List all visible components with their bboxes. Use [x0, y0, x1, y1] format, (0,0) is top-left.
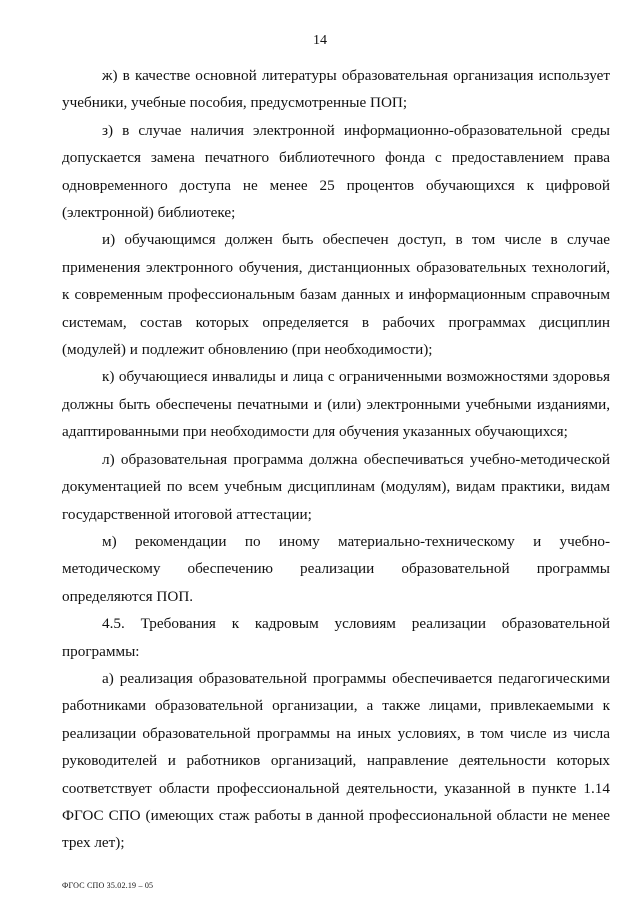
- paragraph-z: з) в случае наличия электронной информационно-образовательной среды допускается замена печатного библиотечного фонда с предоставлением права одновременного доступа не менее 25 процентов обучающихся к цифровой (электронной) библиотеке;: [62, 121, 610, 222]
- paragraph-l: л) образовательная программа должна обеспечиваться учебно-методической документацией по всем учебным дисциплинам (модулям), видам практики, видам государственной итоговой аттестации;: [62, 450, 610, 523]
- document-footer: ФГОС СПО 35.02.19 – 05: [62, 881, 154, 890]
- document-body: [62, 62, 610, 857]
- paragraph-a: а) реализация образовательной программы обеспечивается педагогическими работниками образовательной организации, а также лицами, привлекаемыми к реализации образовательной программы на иных условиях, в том числе из числа руководителей и работников организаций, направление деятельности которых соответствует области профессиональной деятельности, указанной в пункте 1.14 ФГОС СПО (имеющих стаж работы в данной профессиональной области не менее трех лет);: [62, 669, 610, 852]
- paragraph-k: к) обучающиеся инвалиды и лица с ограниченными возможностями здоровья должны быть обеспечены печатными и (или) электронными учебными изданиями, адаптированными при необходимости для обучения указанных обучающихся;: [62, 368, 610, 441]
- page-number: 14: [313, 33, 327, 48]
- paragraph-i: и) обучающимся должен быть обеспечен доступ, в том числе в случае применения электронного обучения, дистанционных образовательных технологий, к современным профессиональным базам данных и информационным справочным системам, состав которых определяется в рабочих программах дисциплин (модулей) и подлежит обновлению (при необходимости);: [62, 231, 610, 359]
- paragraph-zh: ж) в качестве основной литературы образовательная организация использует учебники, учебные пособия, предусмотренные ПОП;: [62, 67, 610, 112]
- section-heading-4-5: 4.5. Требования к кадровым условиям реализации образовательной программы:: [62, 615, 610, 660]
- paragraph-m: м) рекомендации по иному материально-техническому и учебно-методическому обеспечению реализации образовательной программы определяются ПОП.: [62, 532, 610, 605]
